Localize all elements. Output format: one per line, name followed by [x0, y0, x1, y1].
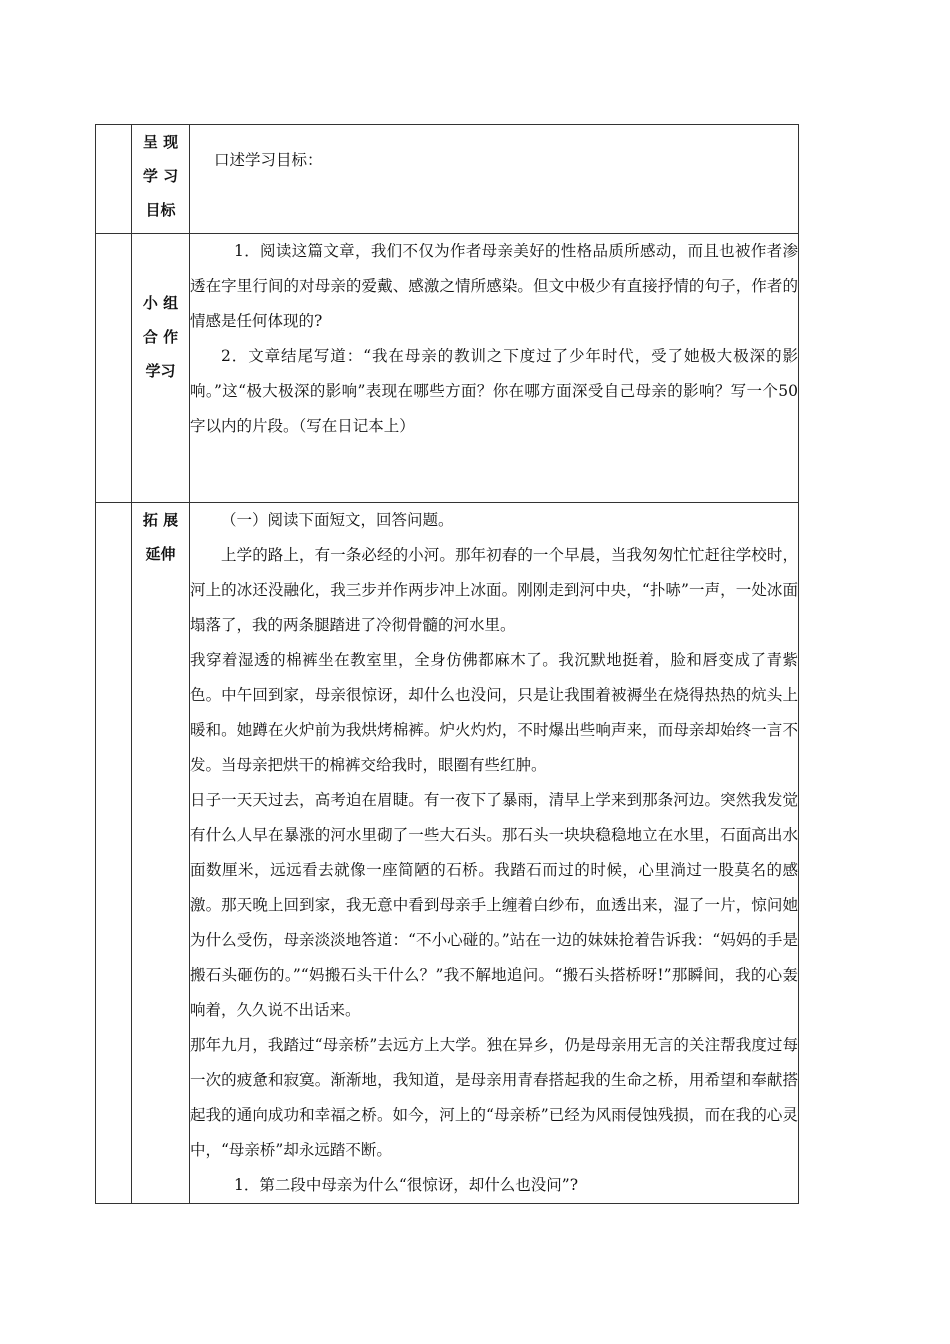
group-study-content-cell	[190, 234, 799, 503]
label-line: 学 习	[142, 167, 179, 185]
table-row	[96, 234, 799, 503]
question-paragraph: 1．第二段中母亲为什么“很惊讶，却什么也没问”?	[234, 1176, 579, 1194]
table-row	[96, 125, 799, 234]
label-line: 拓 展	[142, 511, 179, 529]
question-paragraph: 2．文章结尾写道：“我在母亲的教训之下度过了少年时代，受了她极大极深的影响。”这“极大极深的影响”表现在哪些方面？你在哪方面深受自己母亲的影响？写一个50字以内的片段。（写在日记本上）	[190, 347, 798, 435]
question-paragraph: 1．阅读这篇文章，我们不仅为作者母亲美好的性格品质所感动，而且也被作者渗透在字里行间的对母亲的爱戴、感激之情所感染。但文中极少有直接抒情的句子，作者的情感是任何体现的?	[190, 242, 798, 330]
goals-text: 口述学习目标：	[214, 151, 323, 169]
passage-paragraph: 日子一天天过去，高考迫在眉睫。有一夜下了暴雨，清早上学来到那条河边。突然我发觉有什么人早在暴涨的河水里砌了一些大石头。那石头一块块稳稳地立在水里，石面高出水面数厘米，远远看去就像一座简陋的石桥。我踏石而过的时候，心里淌过一股莫名的感激。那天晚上回到家，我无意中看到母亲手上缠着白纱布，血透出来，湿了一片，惊问她为什么受伤，母亲淡淡地答道：“不小心碰的。”站在一边的妹妹抢着告诉我：“妈妈的手是搬石头砸伤的。”“妈搬石头干什么？”我不解地追问。“搬石头搭桥呀!”那瞬间，我的心轰响着，久久说不出话来。	[190, 791, 798, 1019]
section-label-extension	[132, 503, 190, 1204]
section-label-group-study	[132, 234, 190, 503]
goals-content-cell	[190, 125, 799, 234]
blank-cell	[96, 234, 132, 503]
blank-cell	[96, 503, 132, 1204]
blank-cell	[96, 125, 132, 234]
label-line: 延伸	[145, 545, 176, 563]
lesson-plan-table	[95, 124, 799, 1204]
passage-paragraph: 我穿着湿透的棉裤坐在教室里，全身仿佛都麻木了。我沉默地挺着，脸和唇变成了青紫色。中午回到家，母亲很惊讶，却什么也没问，只是让我围着被褥坐在烧得热热的炕头上暖和。她蹲在火炉前为我烘烤棉裤。炉火灼灼，不时爆出些响声来，而母亲却始终一言不发。当母亲把烘干的棉裤交给我时，眼圈有些红肿。	[190, 651, 798, 774]
label-line: 合 作	[142, 328, 179, 346]
label-line: 呈 现	[142, 133, 179, 151]
extension-content-cell	[190, 503, 799, 1204]
table-row	[96, 503, 799, 1204]
section-label-goals	[132, 125, 190, 234]
passage-paragraph: 上学的路上，有一条必经的小河。那年初春的一个早晨，当我匆匆忙忙赶往学校时，河上的冰还没融化，我三步并作两步冲上冰面。刚刚走到河中央，“扑哧”一声，一处冰面塌落了，我的两条腿踏进了冷彻骨髓的河水里。	[190, 546, 798, 634]
label-line: 小 组	[142, 294, 179, 312]
reading-instruction: （一）阅读下面短文，回答问题。	[221, 511, 454, 529]
passage-paragraph: 那年九月，我踏过“母亲桥”去远方上大学。独在异乡，仍是母亲用无言的关注帮我度过每一次的疲惫和寂寞。渐渐地，我知道，是母亲用青春搭起我的生命之桥，用希望和奉献搭起我的通向成功和幸福之桥。如今，河上的“母亲桥”已经为风雨侵蚀残损，而在我的心灵中，“母亲桥”却永远踏不断。	[190, 1036, 798, 1159]
label-line: 学习	[145, 362, 176, 380]
label-line: 目标	[145, 201, 176, 219]
